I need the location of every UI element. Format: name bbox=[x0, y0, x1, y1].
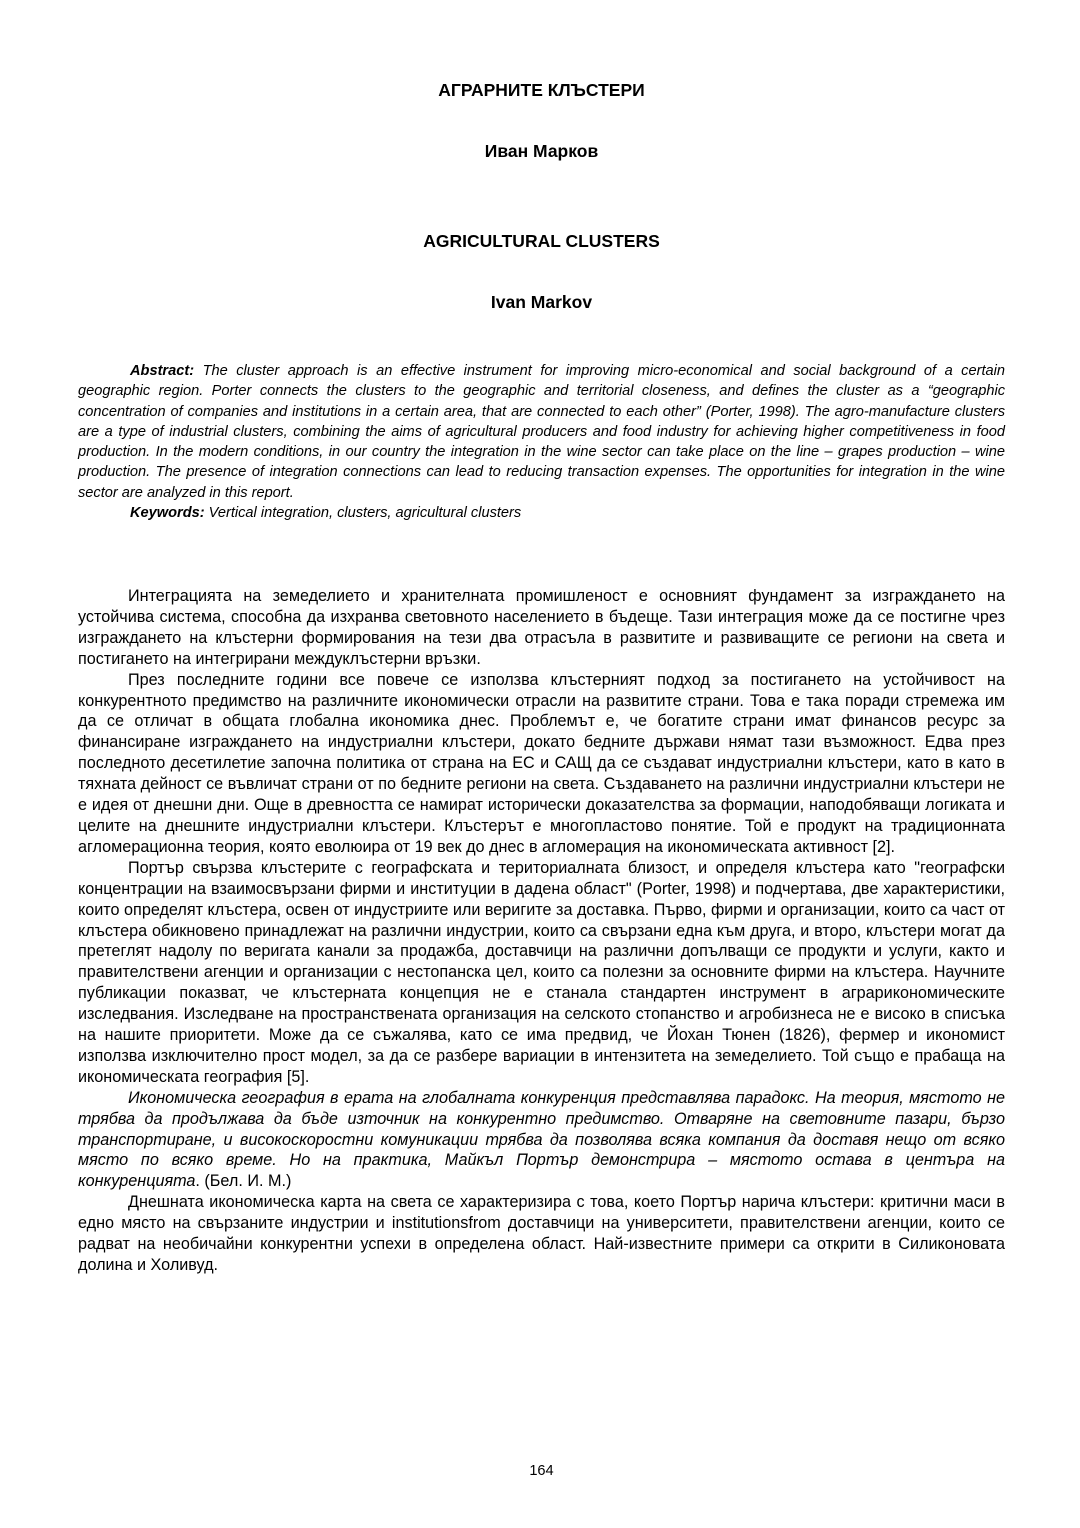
keywords-paragraph bbox=[78, 503, 1005, 523]
page-number: 164 bbox=[529, 1463, 554, 1479]
body-paragraph-5: Днешната икономическа карта на света се характеризира с това, което Портър нарича клъстери: критични маси в едно място на свързаните индустрии и institutionsfrom доставчици на университети, правителствени агенции, които се радват на необичайни конкурентни успехи в определена област. Най-известните примери са открити в Силиконовата долина и Холивуд. bbox=[78, 1193, 1005, 1274]
abstract-label: Abstract: bbox=[130, 363, 195, 379]
abstract-text: The cluster approach is an effective instrument for improving micro-economical and social background of a certain geographic region. Porter connects the clusters to the geographic and territorial closeness, and defines the cluster as a “geographic concentration of companies and institutions in a certain area, that are connected to each other” (Porter, 1998). The agro-manufacture clusters are a type of industrial clusters, combining the aims of agricultural producers and food industry for achieving higher competitiveness in food production. In the modern conditions, in our country the integration in the wine sector can take place on the line – grapes production – wine production. The presence of integration connections can lead to reducing transaction expenses. The opportunities for integration in the wine sector are analyzed in this report. bbox=[78, 363, 1005, 501]
body-paragraph-2: През последните години все повече се използва клъстерният подход за постигането на устойчивост на конкурентното предимство на различните икономически отрасли на развитите страни. Това е така поради стремежа им да се отличат в общата глобална икономика днес. Проблемът е, че богатите страни имат финансов ресурс за финансиране изграждането на индустриални клъстери, докато бедните държави нямат тази възможност. Едва през последното десетилетие започна политика от страна на ЕС и САЩ да се създават индустриални клъстери, като в като в тяхната дейност се въвличат страни от по бедните региони на света. Създаването на различни индустриални клъстери не е идея от днешни дни. Още в древността се намират исторически доказателства за формации, наподобяващи логиката и целите на днешните индустриални клъстери. Клъстерът е многопластово понятие. Той е продукт на традиционната агломерационна теория, която еволюира от 19 век до днес в агломерация на икономическата активност [2]. bbox=[78, 670, 1005, 856]
keywords-text: Vertical integration, clusters, agricultural clusters bbox=[204, 505, 522, 522]
body-paragraph-4-quote: Икономическа география в ерата на глобалната конкуренция представлява парадокс. На теория, мястото не трябва да продължава да бъде източник на конкурентно предимство. Отваряне на световните пазари, бързо транспортиране, и високоскоростни комуникации трябва да позволява всяка компания да доставя нещо от всяко място по всяко време. Но на практика, Майкъл Портър демонстрира – мястото остава в центъра на конкуренцията bbox=[78, 1088, 1005, 1191]
body-text bbox=[78, 586, 1005, 1276]
title-english: AGRICULTURAL CLUSTERS bbox=[423, 231, 660, 251]
author-bulgarian: Иван Марков bbox=[484, 141, 599, 161]
keywords-label: Keywords: bbox=[130, 505, 205, 522]
abstract-paragraph bbox=[78, 361, 1005, 503]
body-paragraph-1: Интеграцията на земеделието и хранителната промишленост е основният фундамент за изграждането на устойчива система, способна да изхранва световното населението в бъдеще. Тази интеграция може да се постигне чрез изграждането на клъстерни формирования на тези два отрасъла в развитите и развиващите се региони на света и постигането на интегрирани междуклъстерни връзки. bbox=[78, 587, 1005, 668]
abstract-section bbox=[78, 361, 1005, 523]
author-english: Ivan Markov bbox=[490, 292, 593, 312]
title-bulgarian: АГРАРНИТЕ КЛЪСТЕРИ bbox=[438, 80, 645, 100]
body-paragraph-4 bbox=[78, 1088, 1005, 1193]
body-paragraph-4-note: . (Бел. И. М.) bbox=[195, 1172, 292, 1191]
paper-page bbox=[78, 0, 1005, 1528]
body-paragraph-3: Портър свързва клъстерите с географската и териториалната близост, и определя клъстера като "географски концентрации на взаимосвързани фирми и институции в дадена област" (Porter, 1998) и подчертава, две характеристики, които определят клъстера, освен от индустриите или веригите за доставка. Първо, фирми и организации, които са част от клъстера обикновено принадлежат на различни индустрии, които са свързани една към друга, и второ, клъстери могат да претеглят надолу по веригата канали за продажба, доставчици на различни допълващи се продукти и услуги, както и правителствени агенции и организации с нестопанска цел, които са полезни за основните фирми на клъстера. Научните публикации показват, че клъстерната концепция не е станала стандартен инструмент в аграрикономическите изследвания. Изследване на пространствената организация на селското стопанство и агробизнеса не е високо в списъка на нашите приоритети. Може да се съжалява, като се има предвид, че Йохан Тюнен (1826), фермер и икономист използва изключително прост модел, за да се разбере вариации в интензитета на земеделието. Той също е прабаща на икономическата география [5]. bbox=[78, 858, 1005, 1086]
